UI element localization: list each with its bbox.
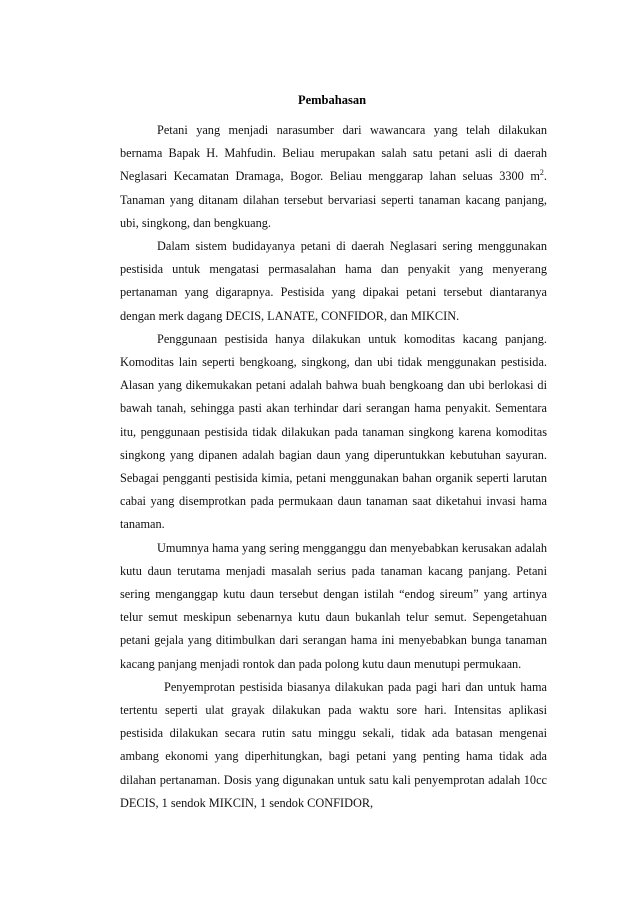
paragraph-5: Penyemprotan pestisida biasanya dilakukan pada pagi hari dan untuk hama tertentu seperti ulat grayak dilakukan pada waktu sore hari. Intensitas aplikasi pestisida dilakukan secara rutin satu minggu sekali, tidak ada batasan mengenai ambang ekonomi yang diperhitungkan, bagi petani yang penting hama tidak ada dilahan pertanaman. Dosis yang digunakan untuk satu kali penyemprotan adalah 10cc DECIS, 1 sendok MIKCIN, 1 sendok CONFIDOR,	[120, 679, 547, 810]
body-text	[120, 119, 547, 815]
paragraph-3: Penggunaan pestisida hanya dilakukan untuk komoditas kacang panjang. Komoditas lain seperti bengkoang, singkong, dan ubi tidak menggunakan pestisida. Alasan yang dikemukakan petani adalah bahwa buah bengkoang dan ubi berlokasi di bawah tanah, sehingga pasti akan terhindar dari serangan hama penyakit. Sementara itu, penggunaan pestisida tidak dilakukan pada tanaman singkong karena komoditas singkong yang dipanen adalah bagian daun yang diperuntukkan kebutuhan sayuran. Sebagai pengganti pestisida kimia, petani menggunakan bahan organik seperti larutan cabai yang disemprotkan pada permukaan daun tanaman saat diketahui invasi hama tanaman.	[120, 331, 547, 532]
page-title: Pembahasan	[297, 93, 367, 107]
superscript-2: 2	[539, 168, 544, 178]
paragraph-1-text-continued: . Tanaman yang ditanam dilahan tersebut bervariasi seperti tanaman kacang panjang, ubi, singkong, dan bengkuang.	[120, 169, 547, 230]
paragraph-1-text: Petani yang menjadi narasumber dari wawancara yang telah dilakukan bernama Bapak H. Mahfudin. Beliau merupakan salah satu petani asli di daerah Neglasari Kecamatan Dramaga, Bogor. Beliau menggarap lahan seluas 3300 m	[120, 123, 547, 184]
paragraph-2: Dalam sistem budidayanya petani di daerah Neglasari sering menggunakan pestisida untuk mengatasi permasalahan hama dan penyakit yang menyerang pertanaman yang digarapnya. Pestisida yang dipakai petani tersebut diantaranya dengan merk dagang DECIS, LANATE, CONFIDOR, dan MIKCIN.	[120, 239, 547, 323]
paragraph-1	[120, 119, 547, 235]
paragraph-4: Umumnya hama yang sering mengganggu dan menyebabkan kerusakan adalah kutu daun terutama menjadi masalah serius pada tanaman kacang panjang. Petani sering menganggap kutu daun tersebut dengan istilah “endog sireum” yang artinya telur semut meskipun sebenarnya kutu daun bukanlah telur semut. Sepengetahuan petani gejala yang ditimbulkan dari serangan hama ini menyebabkan bunga tanaman kacang panjang menjadi rontok dan pada polong kutu daun menutupi permukaan.	[120, 540, 547, 671]
